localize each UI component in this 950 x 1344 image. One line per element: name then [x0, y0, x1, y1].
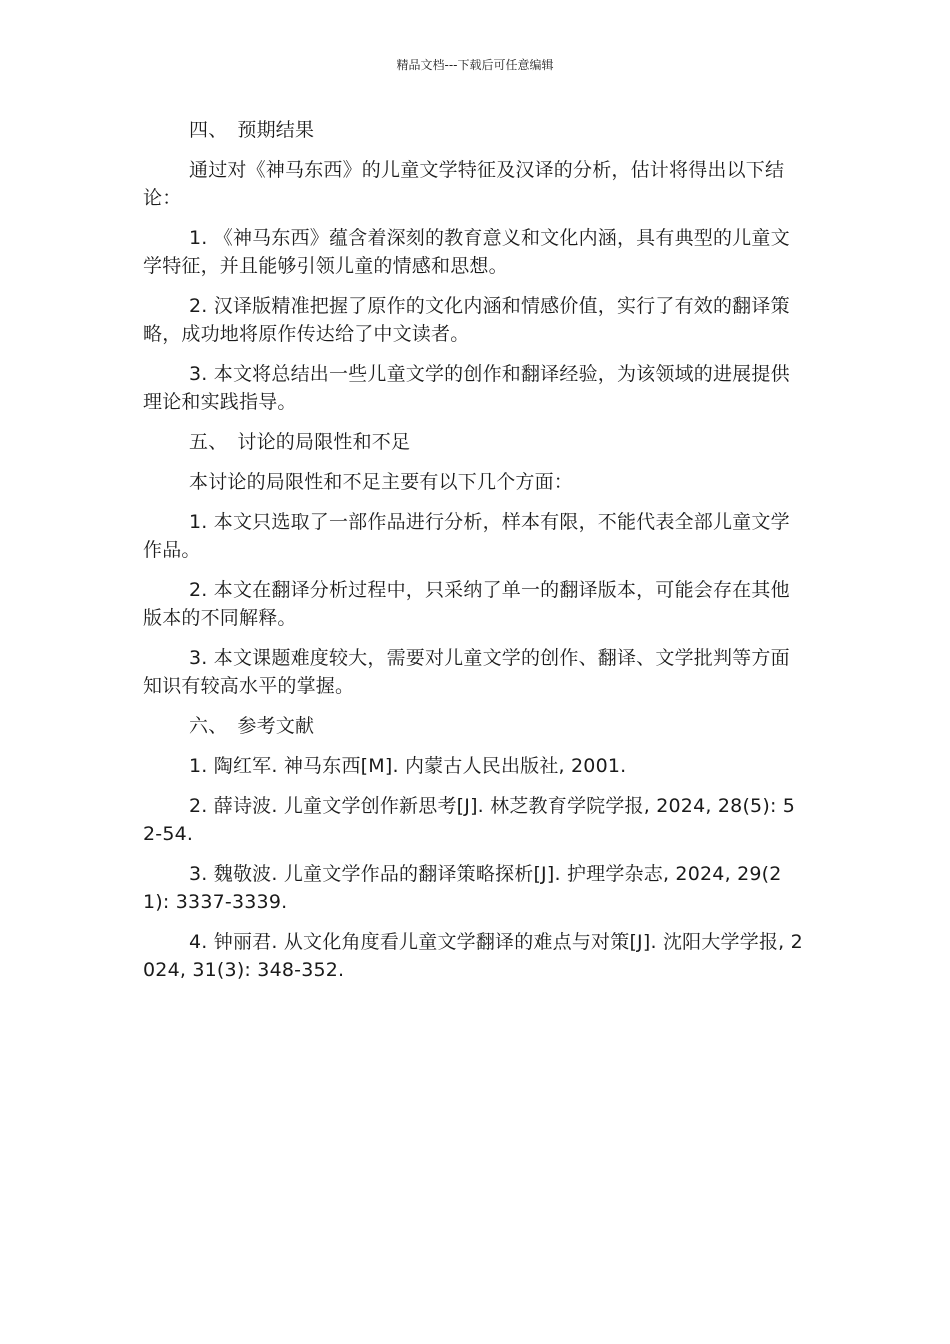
section-title: 预期结果: [237, 119, 315, 141]
document-body: [143, 116, 807, 996]
list-item: 1. 本文只选取了一部作品进行分析，样本有限，不能代表全部儿童文学作品。: [143, 511, 790, 561]
list-item: 1. 《神马东西》蕴含着深刻的教育意义和文化内涵，具有典型的儿童文学特征，并且能够引领儿童的情感和思想。: [143, 227, 790, 277]
section-heading-references: [143, 712, 807, 740]
list-item: 2. 汉译版精准把握了原作的文化内涵和情感价值，实行了有效的翻译策略，成功地将原作传达给了中文读者。: [143, 295, 790, 345]
section-title: 参考文献: [237, 715, 315, 737]
reference-item: 1. 陶红军. 神马东西[M]. 内蒙古人民出版社, 2001.: [189, 755, 627, 777]
section-heading-limitations: [143, 428, 807, 456]
list-item: 2. 本文在翻译分析过程中，只采纳了单一的翻译版本，可能会存在其他版本的不同解释。: [143, 579, 790, 629]
reference-item: 3. 魏敬波. 儿童文学作品的翻译策略探析[J]. 护理学杂志, 2024, 29(21): 3337-3339.: [143, 863, 782, 913]
paragraph: 本讨论的局限性和不足主要有以下几个方面：: [189, 471, 574, 493]
list-item: 3. 本文将总结出一些儿童文学的创作和翻译经验，为该领域的进展提供理论和实践指导。: [143, 363, 790, 413]
section-number: 六、: [189, 715, 228, 737]
section-heading-expected-results: [143, 116, 807, 144]
section-number: 四、: [189, 119, 228, 141]
section-title: 讨论的局限性和不足: [237, 431, 411, 453]
page-header: 精品文档---下载后可任意编辑: [396, 58, 554, 72]
list-item: 3. 本文课题难度较大，需要对儿童文学的创作、翻译、文学批判等方面知识有较高水平的掌握。: [143, 647, 790, 697]
section-number: 五、: [189, 431, 228, 453]
reference-item: 2. 薛诗波. 儿童文学创作新思考[J]. 林芝教育学院学报, 2024, 28(5): 52-54.: [143, 795, 796, 845]
paragraph: 通过对《神马东西》的儿童文学特征及汉译的分析，估计将得出以下结论：: [143, 159, 785, 209]
reference-item: 4. 钟丽君. 从文化角度看儿童文学翻译的难点与对策[J]. 沈阳大学学报, 2024, 31(3): 348-352.: [143, 931, 803, 981]
